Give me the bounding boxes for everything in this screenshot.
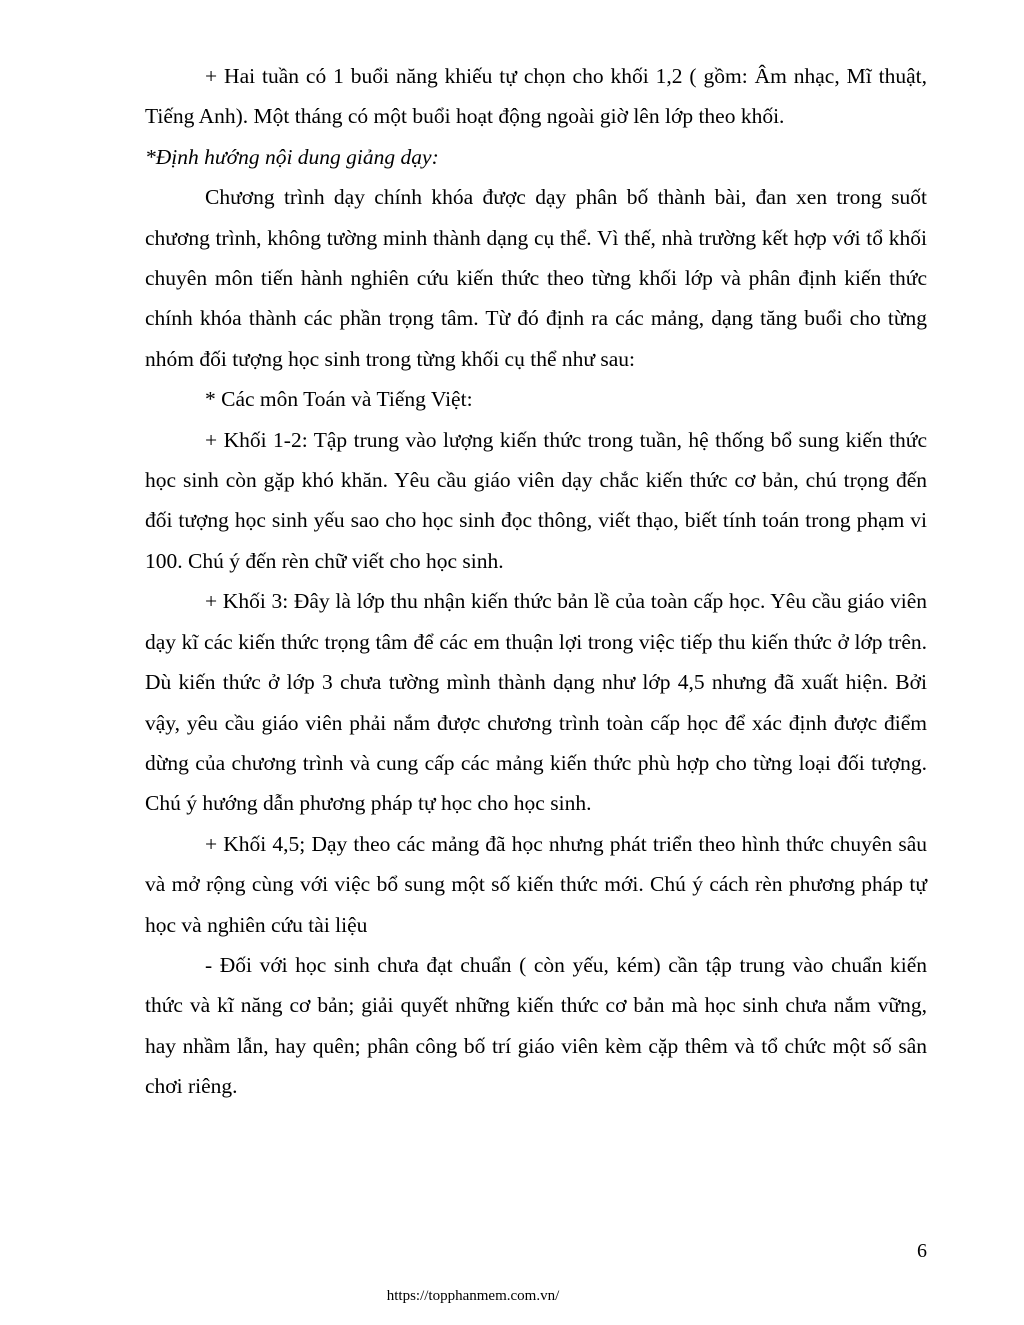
paragraph-talent-sessions: + Hai tuần có 1 buổi năng khiếu tự chọn cho khối 1,2 ( gồm: Âm nhạc, Mĩ thuật, Tiếng Anh). Một tháng có một buổi hoạt động ngoài giờ lên lớp theo khối. bbox=[145, 64, 927, 129]
paragraph-curriculum: Chương trình dạy chính khóa được dạy phân bố thành bài, đan xen trong suốt chương trình, không tường minh thành dạng cụ thể. Vì thế, nhà trường kết hợp với tổ khối chuyên môn tiến hành nghiên cứu kiến thức theo từng khối lớp và phân định kiến thức chính khóa thành các phần trọng tâm. Từ đó định ra các mảng, dạng tăng buổi cho từng nhóm đối tượng học sinh trong từng khối cụ thể như sau: bbox=[145, 185, 927, 371]
paragraph-grade-4-5: + Khối 4,5; Dạy theo các mảng đã học nhưng phát triển theo hình thức chuyên sâu và mở rộng cùng với việc bổ sung một số kiến thức mới. Chú ý cách rèn phương pháp tự học và nghiên cứu tài liệu bbox=[145, 831, 927, 937]
document-body bbox=[145, 56, 927, 1107]
paragraph-grade-1-2: + Khối 1-2: Tập trung vào lượng kiến thức trong tuần, hệ thống bổ sung kiến thức học sinh còn gặp khó khăn. Yêu cầu giáo viên dạy chắc kiến thức cơ bản, chú trọng đến đối tượng học sinh yếu sao cho học sinh đọc thông, viết thạo, biết tính toán trong phạm vi 100. Chú ý đến rèn chữ viết cho học sinh. bbox=[145, 427, 927, 573]
footer-url: https://topphanmem.com.vn/ bbox=[386, 1288, 560, 1304]
heading-teaching-orientation: *Định hướng nội dung giảng dạy: bbox=[145, 144, 439, 169]
paragraph-subjects: * Các môn Toán và Tiếng Việt: bbox=[205, 387, 473, 412]
paragraph-weak-students: - Đối với học sinh chưa đạt chuẩn ( còn yếu, kém) cần tập trung vào chuẩn kiến thức và kĩ năng cơ bản; giải quyết những kiến thức cơ bản mà học sinh chưa nắm vững, hay nhầm lẫn, hay quên; phân công bố trí giáo viên kèm cặp thêm và tổ chức một số sân chơi riêng. bbox=[145, 952, 927, 1099]
paragraph-grade-3: + Khối 3: Đây là lớp thu nhận kiến thức bản lề của toàn cấp học. Yêu cầu giáo viên dạy kĩ các kiến thức trọng tâm để các em thuận lợi trong việc tiếp thu kiến thức ở lớp trên. Dù kiến thức ở lớp 3 chưa tường mình thành dạng như lớp 4,5 nhưng đã xuất hiện. Bởi vậy, yêu cầu giáo viên phải nắm được chương trình toàn cấp học để xác định được điểm dừng của chương trình và cung cấp các mảng kiến thức phù hợp cho từng loại đối tượng. Chú ý hướng dẫn phương pháp tự học cho học sinh. bbox=[145, 589, 927, 816]
page-number: 6 bbox=[917, 1240, 927, 1262]
